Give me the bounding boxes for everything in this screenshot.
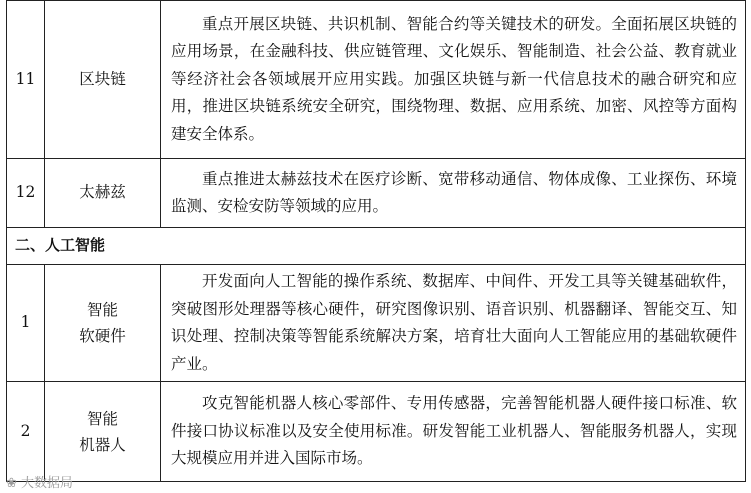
- row-name: 区块链: [45, 1, 161, 159]
- row-number: 12: [7, 159, 45, 228]
- row-name: 太赫兹: [45, 159, 161, 228]
- row-name: [45, 265, 161, 382]
- row-description: 重点推进太赫兹技术在医疗诊断、宽带移动通信、物体成像、工业探伤、环境监测、安检安防等领域的应用。: [161, 159, 746, 228]
- row-name-line: 智能: [86, 301, 118, 319]
- row-name-line: 机器人: [79, 435, 126, 454]
- row-name-line: 软硬件: [79, 327, 126, 345]
- tech-table: [6, 0, 746, 482]
- row-description: 攻克智能机器人核心零部件、专用传感器，完善智能机器人硬件接口标准、软件接口协议标准以及安全使用标准。研发智能工业机器人、智能服务机器人，实现大规模应用并进入国际市场。: [161, 382, 746, 482]
- table-row: [7, 1, 746, 159]
- section-title: 二、人工智能: [7, 228, 746, 265]
- row-description: 开发面向人工智能的操作系统、数据库、中间件、开发工具等关键基础软件，突破图形处理器等核心硬件，研究图像识别、语音识别、机器翻译、智能交互、知识处理、控制决策等智能系统解决方案，培育壮大面向人工智能应用的基础软硬件产业。: [161, 265, 746, 382]
- table-row: [7, 159, 746, 228]
- row-description: 重点开展区块链、共识机制、智能合约等关键技术的研发。全面拓展区块链的应用场景，在金融科技、供应链管理、文化娱乐、智能制造、社会公益、教育就业等经济社会各领域展开应用实践。加强区块链与新一代信息技术的融合研究和应用，推进区块链系统安全研究，围绕物理、数据、应用系统、加密、风控等方面构建安全体系。: [161, 1, 746, 159]
- watermark-icon: ❀: [6, 476, 17, 491]
- row-number: 11: [7, 1, 45, 159]
- table-row: [7, 265, 746, 382]
- row-number: 1: [7, 265, 45, 382]
- table-row: [7, 382, 746, 482]
- section-row: [7, 228, 746, 265]
- row-name: [45, 382, 161, 482]
- watermark-text: 大数据局: [21, 476, 74, 491]
- watermark: [6, 472, 73, 491]
- row-name-line: 智能: [86, 409, 118, 428]
- row-number: 2: [7, 382, 45, 482]
